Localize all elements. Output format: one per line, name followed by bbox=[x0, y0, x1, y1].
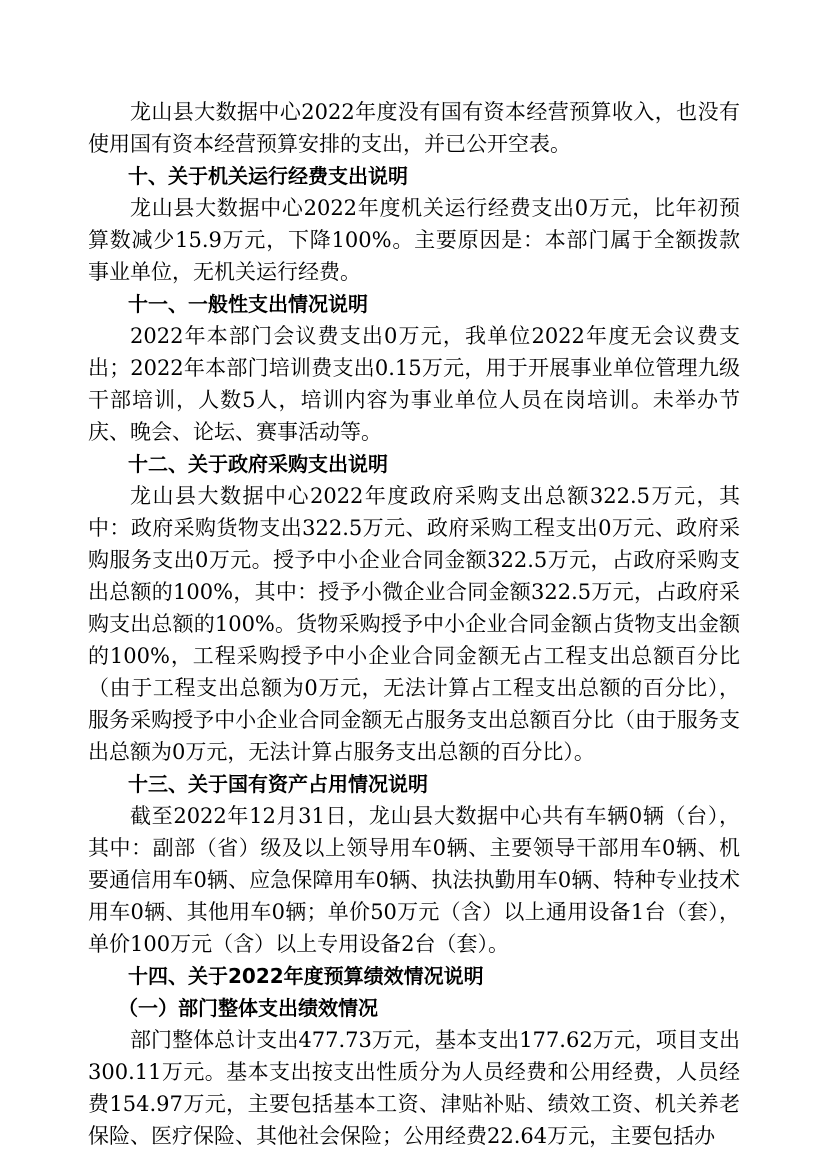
heading-section-11: 十一、一般性支出情况说明 bbox=[128, 292, 368, 316]
paragraph-state-capital-budget: 龙山县大数据中心2022年度没有国有资本经营预算收入，也没有使用国有资本经营预算安排的支出，并已公开空表。 bbox=[88, 100, 740, 156]
heading-section-10: 十、关于机关运行经费支出说明 bbox=[128, 164, 408, 188]
document-page bbox=[88, 96, 740, 1152]
paragraph-overall-expenditure: 部门整体总计支出477.73万元，基本支出177.62万元，项目支出300.11万元。基本支出按支出性质分为人员经费和公用经费，人员经费154.97万元，主要包括基本工资、津贴补贴、绩效工资、机关养老保险、医疗保险、其他社会保险；公用经费22.64万元，主要包括办 bbox=[88, 1028, 740, 1148]
paragraph-state-assets: 截至2022年12月31日，龙山县大数据中心共有车辆0辆（台），其中：副部（省）级及以上领导用车0辆、主要领导干部用车0辆、机要通信用车0辆、应急保障用车0辆、执法执勤用车0辆、特种专业技术用车0辆、其他用车0辆；单价50万元（含）以上通用设备1台（套），单价100万元（含）以上专用设备2台（套）。 bbox=[88, 804, 740, 956]
heading-section-13: 十三、关于国有资产占用情况说明 bbox=[128, 772, 428, 796]
subheading-overall-performance: （一）部门整体支出绩效情况 bbox=[118, 996, 378, 1020]
paragraph-procurement: 龙山县大数据中心2022年度政府采购支出总额322.5万元，其中：政府采购货物支出322.5万元、政府采购工程支出0万元、政府采购服务支出0万元。授予中小企业合同金额322.5万元，占政府采购支出总额的100%，其中：授予小微企业合同金额322.5万元，占政府采购支出总额的100%。货物采购授予中小企业合同金额占货物支出金额的100%，工程采购授予中小企业合同金额无占工程支出总额百分比（由于工程支出总额为0万元，无法计算占工程支出总额的百分比），服务采购授予中小企业合同金额无占服务支出总额百分比（由于服务支出总额为0万元，无法计算占服务支出总额的百分比）。 bbox=[88, 484, 740, 764]
paragraph-operating-expenses: 龙山县大数据中心2022年度机关运行经费支出0万元，比年初预算数减少15.9万元，下降100%。主要原因是：本部门属于全额拨款事业单位，无机关运行经费。 bbox=[88, 196, 740, 284]
heading-section-12: 十二、关于政府采购支出说明 bbox=[128, 452, 388, 476]
heading-section-14: 十四、关于2022年度预算绩效情况说明 bbox=[128, 964, 484, 988]
paragraph-general-expenses: 2022年本部门会议费支出0万元，我单位2022年度无会议费支出；2022年本部门培训费支出0.15万元，用于开展事业单位管理九级干部培训，人数5人，培训内容为事业单位人员在岗培训。未举办节庆、晚会、论坛、赛事活动等。 bbox=[88, 324, 740, 444]
